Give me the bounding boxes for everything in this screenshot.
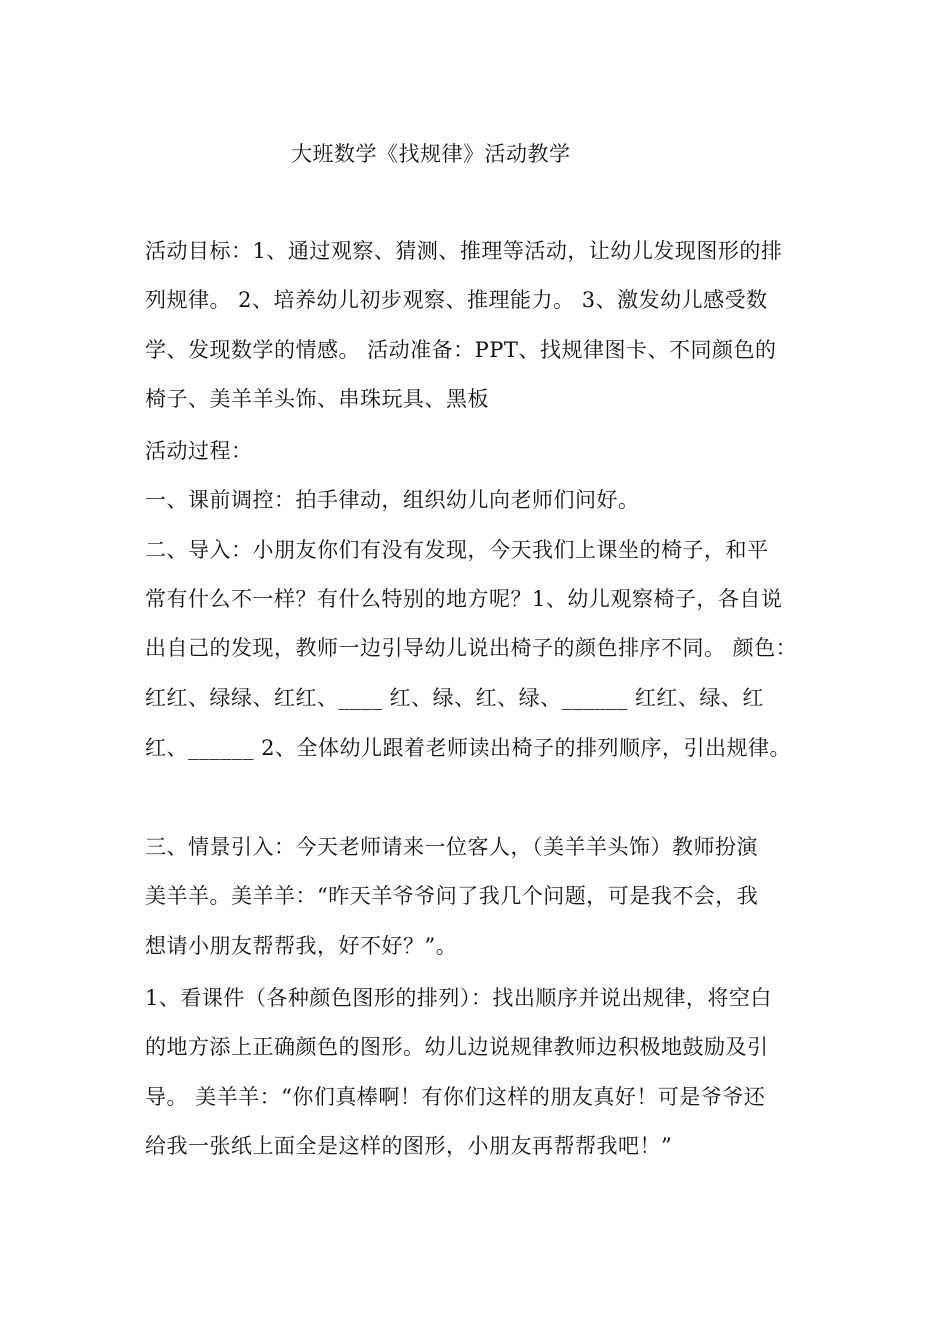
document-title: 大班数学《找规律》活动教学 <box>291 142 571 166</box>
body-line: 导。 美羊羊：“你们真棒啊！有你们这样的朋友真好！可是爷爷还 <box>145 1085 766 1109</box>
body-line: 活动过程： <box>145 439 253 463</box>
body-line: 红、______ 2、全体幼儿跟着老师读出椅子的排列顺序，引出规律。 <box>145 736 792 760</box>
body-line: 出自己的发现，教师一边引导幼儿说出椅子的颜色排序不同。 颜色： <box>145 636 798 660</box>
body-line: 学、发现数学的情感。 活动准备：PPT、找规律图卡、不同颜色的 <box>145 338 777 362</box>
body-line: 活动目标：1、通过观察、猜测、推理等活动，让幼儿发现图形的排 <box>145 239 783 263</box>
body-line: 二、导入：小朋友你们有没有发现，今天我们上课坐的椅子，和平 <box>145 538 769 562</box>
body-line: 美羊羊。美羊羊：“昨天羊爷爷问了我几个问题，可是我不会，我 <box>145 884 759 908</box>
body-line: 1、看课件（各种颜色图形的排列）：找出顺序并说出规律，将空白 <box>145 986 772 1010</box>
body-line: 常有什么不一样？有什么特别的地方呢？1、幼儿观察椅子，各自说 <box>145 587 783 611</box>
body-line: 一、课前调控：拍手律动，组织幼儿向老师们问好。 <box>145 488 640 512</box>
body-line: 列规律。 2、培养幼儿初步观察、推理能力。 3、激发幼儿感受数 <box>145 288 768 312</box>
body-line: 红红、绿绿、红红、____ 红、绿、红、绿、______ 红红、绿、红 <box>145 686 764 710</box>
body-line: 给我一张纸上面全是这样的图形，小朋友再帮帮我吧！” <box>145 1134 673 1158</box>
body-line: 想请小朋友帮帮我，好不好？”。 <box>145 934 458 958</box>
body-line: 椅子、美羊羊头饰、串珠玩具、黑板 <box>145 387 489 411</box>
body-line: 三、情景引入：今天老师请来一位客人，（美羊羊头饰）教师扮演 <box>145 835 758 859</box>
body-line: 的地方添上正确颜色的图形。幼儿边说规律教师边积极地鼓励及引 <box>145 1035 769 1059</box>
